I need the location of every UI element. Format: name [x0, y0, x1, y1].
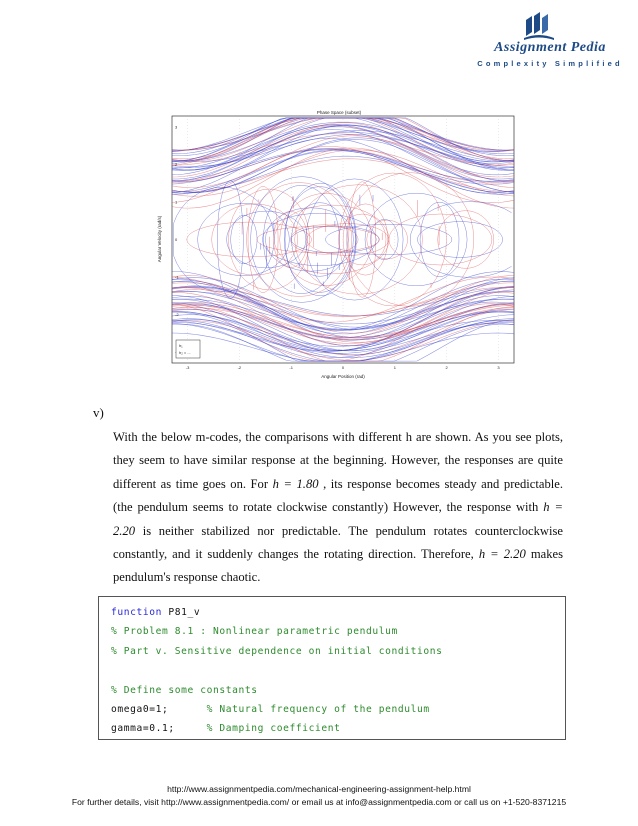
section-label: v)	[93, 405, 104, 420]
y-tick-label: 3	[175, 124, 178, 130]
code-line	[111, 700, 565, 719]
assignmentpedia-logo	[470, 10, 630, 72]
y-tick-label: -1	[175, 274, 179, 280]
x-tick-label: -2	[237, 365, 242, 370]
legend-entry-2: h₂ = ...	[179, 350, 191, 355]
legend-box	[176, 340, 200, 358]
code-text: omega0=1;	[111, 703, 207, 715]
plot-title: Phase Space (subset)	[316, 110, 362, 115]
para-text-1: With the below m-codes, the comparisons with different h are shown. As you see plots, they seem to have similar response at the beginning. However, the responses are quite different as time goes on. For	[113, 430, 563, 491]
phase-space-figure	[152, 106, 522, 384]
logo-name: Assignment Pedia	[494, 40, 606, 55]
code-comment: % Part v. Sensitive dependence on initial conditions	[111, 645, 443, 657]
code-comment: % Problem 8.1 : Nonlinear parametric pendulum	[111, 626, 398, 638]
para-text-4: makes pendulum's response chaotic.	[113, 547, 564, 585]
y-tick-label: 2	[175, 162, 178, 168]
para-text-2: , its response becomes steady and predictable. (the pendulum seems to rotate clockwise constantly) However, the response with	[113, 476, 563, 515]
section-paragraph	[113, 426, 563, 590]
books-logo-icon	[522, 10, 556, 44]
code-text: P81_v	[162, 607, 201, 618]
footer-url[interactable]: http://www.assignmentpedia.com/mechanical-engineering-assignment-help.html	[167, 784, 471, 794]
footer-contact: For further details, visit http://www.assignmentpedia.com/ or email us at info@assignmentpedia.com or call us on +1-520-8371215	[71, 797, 567, 807]
x-tick-label: 0	[341, 365, 345, 370]
code-line	[111, 622, 565, 641]
code-line	[111, 642, 565, 661]
phase-space-plot	[152, 106, 522, 384]
para-text-3: is neither stabilized nor predictable. The pendulum rotates counterclockwise constantly, and it suddenly changes the rotating direction. Therefore,	[113, 523, 563, 562]
code-line	[111, 719, 565, 738]
x-tick-label: 2	[445, 365, 448, 370]
math-h-180: h = 1.80	[272, 476, 319, 491]
math-h-220: h = 2.20	[113, 500, 563, 538]
legend-entry-1: h₁	[179, 343, 183, 348]
y-tick-label: -2	[175, 311, 179, 317]
y-tick-label: 0	[175, 237, 178, 242]
code-line	[111, 661, 565, 680]
math-h-220-2: h = 2.20	[478, 547, 526, 562]
code-comment: % Define some constants	[111, 684, 258, 696]
y-tick-label: 1	[175, 199, 178, 205]
page-footer	[0, 783, 638, 809]
code-line	[111, 681, 565, 700]
y-axis-label: Angular Velocity (rad/s)	[157, 215, 162, 263]
code-keyword: function	[111, 607, 163, 618]
x-tick-label: 3	[497, 365, 500, 370]
matlab-code-box	[98, 596, 566, 740]
x-tick-label: -1	[289, 365, 293, 370]
code-text: gamma=0.1;	[111, 723, 207, 735]
x-tick-label: 1	[393, 365, 396, 370]
code-comment: % Damping coefficient	[206, 723, 341, 735]
logo-tagline: Complexity Simplified	[477, 59, 623, 68]
code-line	[111, 603, 565, 622]
code-comment: % Natural frequency of the pendulum	[206, 703, 430, 715]
x-tick-label: -3	[185, 365, 190, 370]
x-axis-label: Angular Position (rad)	[321, 374, 365, 379]
